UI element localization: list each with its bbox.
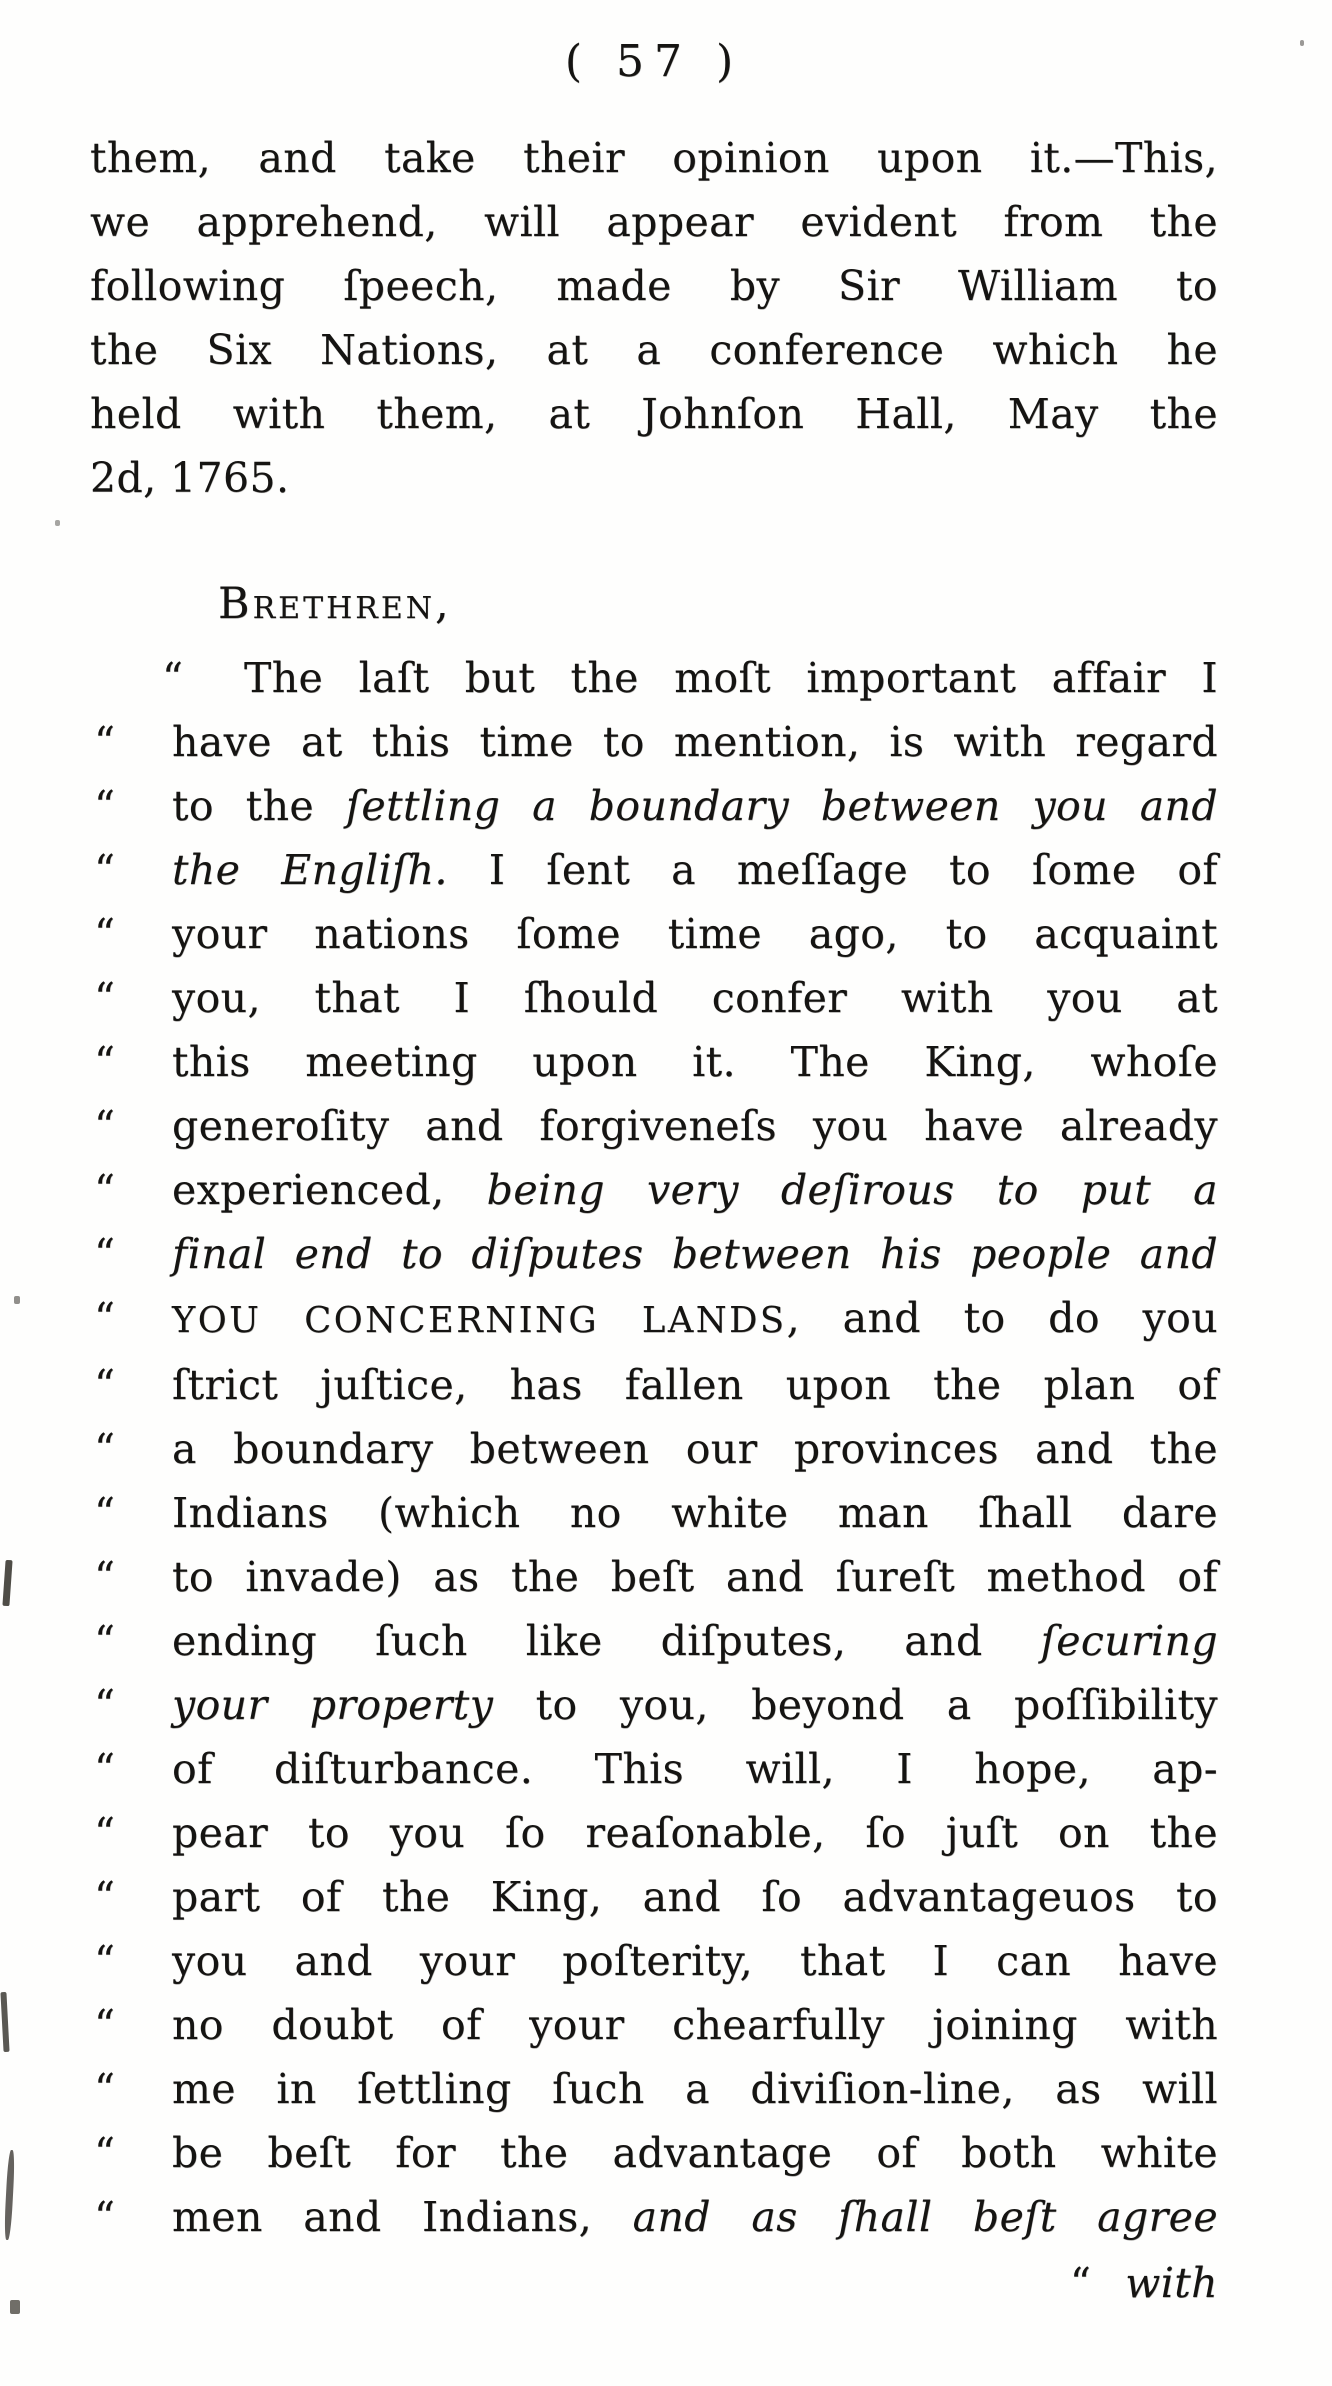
- quote-mark: “: [94, 1937, 116, 1985]
- speech-line: [90, 1993, 1218, 2057]
- quote-mark: “: [94, 1230, 116, 1278]
- scan-artifact: [0, 1992, 9, 2052]
- speech-line-text: to the ſettling a boundary between you and: [172, 782, 1218, 830]
- speech-line-text: this meeting upon it. The King, whoſe: [172, 1038, 1218, 1086]
- speech-line: [90, 1158, 1218, 1222]
- speech-line: [90, 710, 1218, 774]
- speech-line: [90, 1417, 1218, 1481]
- page-number: ( 57 ): [564, 36, 744, 87]
- quote-mark: “: [94, 974, 116, 1022]
- speech-line: [90, 1609, 1218, 1673]
- quote-mark: “: [94, 910, 116, 958]
- speech-line-text: of diſturbance. This will, I hope, ap-: [172, 1745, 1218, 1793]
- speech-line: [90, 1222, 1218, 1286]
- quote-mark: “: [94, 2129, 116, 2177]
- quote-mark: “: [94, 1617, 116, 1665]
- intro-line: the Six Nations, at a conference which he: [90, 326, 1218, 374]
- scan-artifact: [55, 520, 60, 526]
- speech-line: [90, 1737, 1218, 1801]
- speech-line-text: Indians (which no white man ſhall dare: [172, 1489, 1218, 1537]
- speech-line-text: the Engliſh. I ſent a meſſage to ſome of: [172, 846, 1218, 894]
- speech-line-text: your property to you, beyond a poſſibility: [172, 1681, 1218, 1729]
- speech-line-text: you and your poſterity, that I can have: [172, 1937, 1218, 1985]
- speech-line: [90, 1286, 1218, 1353]
- speech-line: [90, 1545, 1218, 1609]
- quote-mark: “: [94, 1038, 116, 1086]
- quote-mark: “: [94, 846, 116, 894]
- quote-mark: “: [94, 1489, 116, 1537]
- quote-mark: “: [94, 782, 116, 830]
- speech-line: [90, 1481, 1218, 1545]
- speech-line: [90, 2121, 1218, 2185]
- speech-line: [90, 1353, 1218, 1417]
- speech-line-text: me in ſettling ſuch a diviſion-line, as will: [172, 2065, 1218, 2113]
- quote-mark: “: [94, 1294, 116, 1342]
- speech-line-text: pear to you ſo reaſonable, ſo juſt on the: [172, 1809, 1218, 1857]
- salutation: Brethren,: [218, 579, 452, 629]
- speech-line: [90, 2185, 1218, 2249]
- speech-line: [90, 1030, 1218, 1094]
- speech-line: [90, 1673, 1218, 1737]
- intro-line: them, and take their opinion upon it.—This,: [90, 134, 1218, 182]
- speech-line: [90, 838, 1218, 902]
- intro-line: following ſpeech, made by Sir William to: [90, 262, 1218, 310]
- speech-line: [90, 1865, 1218, 1929]
- scan-artifact: [2, 1560, 12, 1606]
- quote-mark: “: [94, 718, 116, 766]
- speech-line-text: to invade) as the beſt and ſureſt method of: [172, 1553, 1218, 1601]
- speech-line: [90, 1094, 1218, 1158]
- intro-line: we apprehend, will appear evident from the: [90, 198, 1218, 246]
- speech-line-text: generoſity and forgiveneſs you have already: [172, 1102, 1218, 1150]
- speech-line-text: The laſt but the moſt important affair I: [244, 654, 1218, 702]
- quote-mark: “: [94, 1745, 116, 1793]
- quote-mark: “: [94, 1681, 116, 1729]
- intro-line: 2d, 1765.: [90, 454, 290, 502]
- scan-artifact: [14, 1296, 20, 1304]
- speech-line-text: experienced, being very deſirous to put a: [172, 1166, 1218, 1214]
- speech-line: [90, 966, 1218, 1030]
- quote-mark: “: [94, 2065, 116, 2113]
- speech-line: [90, 646, 1218, 710]
- catchword-line: [90, 2251, 1218, 2315]
- scan-artifact: [1300, 40, 1304, 46]
- catchword-quote-mark: “: [1069, 2259, 1092, 2307]
- speech-line-text: men and Indians, and as ſhall beſt agree: [172, 2193, 1218, 2241]
- speech-block: [90, 646, 1218, 2249]
- quote-mark: “: [94, 1809, 116, 1857]
- quote-mark: “: [94, 1361, 116, 1409]
- speech-line: [90, 2057, 1218, 2121]
- speech-line-text: you, that I ſhould confer with you at: [172, 974, 1218, 1022]
- quote-mark: “: [94, 1102, 116, 1150]
- intro-line: held with them, at Johnſon Hall, May the: [90, 390, 1218, 438]
- scan-artifact: [10, 2300, 20, 2314]
- text-column: [90, 30, 1218, 2315]
- speech-line: [90, 902, 1218, 966]
- quote-mark: “: [94, 1873, 116, 1921]
- speech-line-text: part of the King, and ſo advantageuos to: [172, 1873, 1218, 1921]
- intro-paragraph: [90, 126, 1218, 510]
- speech-line-text: YOU CONCERNING LANDS, and to do you: [172, 1294, 1218, 1342]
- speech-line-text: ending ſuch like diſputes, and ſecuring: [172, 1617, 1218, 1665]
- speech-line-text: have at this time to mention, is with regard: [172, 718, 1218, 766]
- quote-mark: “: [94, 1553, 116, 1601]
- catchword: with: [1125, 2259, 1218, 2307]
- quote-mark: “: [94, 2001, 116, 2049]
- quote-mark: “: [162, 654, 184, 702]
- speech-line-text: a boundary between our provinces and the: [172, 1425, 1218, 1473]
- speech-line: [90, 1801, 1218, 1865]
- speech-line: [90, 774, 1218, 838]
- speech-line-text: final end to diſputes between his people and: [172, 1230, 1218, 1278]
- speech-line-text: ſtrict juſtice, has fallen upon the plan of: [172, 1361, 1218, 1409]
- speech-line-text: be beſt for the advantage of both white: [172, 2129, 1218, 2177]
- speech-line-text: no doubt of your chearfully joining with: [172, 2001, 1218, 2049]
- scan-artifact: [4, 2150, 16, 2240]
- quote-mark: “: [94, 1166, 116, 1214]
- speech-line-text: your nations ſome time ago, to acquaint: [172, 910, 1218, 958]
- quote-mark: “: [94, 1425, 116, 1473]
- quote-mark: “: [94, 2193, 116, 2241]
- speech-line: [90, 1929, 1218, 1993]
